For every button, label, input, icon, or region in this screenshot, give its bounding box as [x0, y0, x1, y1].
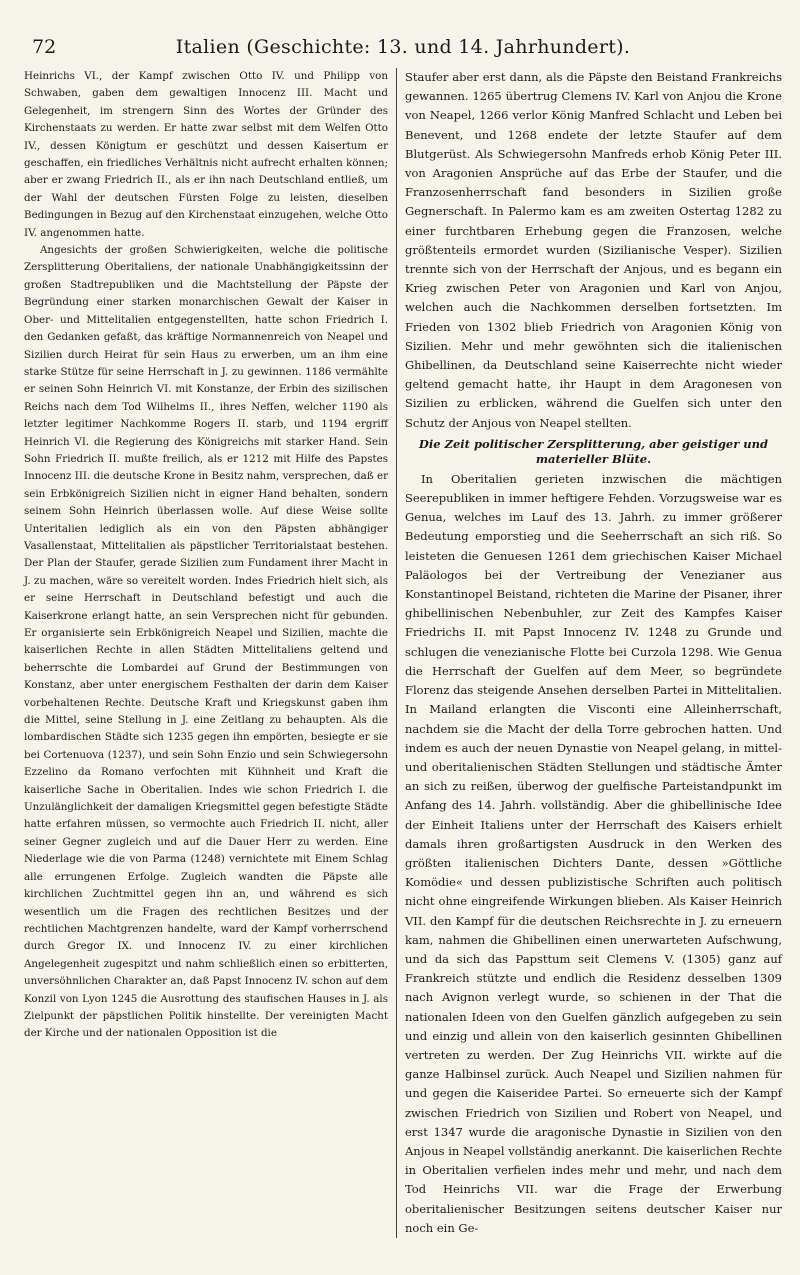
paragraph: In Oberitalien gerieten inzwischen die mächtigen Seerepubliken in immer heftigere Fehden. Vorzugsweise war es Genua, welches im Lauf des 13. Jahrh. zu immer größerer Bedeutung emporstieg und die Seeherrschaft an sich riß. So leisteten die Genuesen 1261 dem griechischen Kaiser Michael Paläologos bei der Vertreibung der Venezianer aus Konstantinopel Beistand, richteten die Marine der Pisaner, ihrer ghibellinischen Nebenbuhler, zur Zeit des Kampfes Kaiser Friedrichs II. mit Papst Innocenz IV. 1248 zu Grunde und schlugen die venezianische Flotte bei Curzola 1298. Wie Genua die Herrschaft der Guelfen auf dem Meer, so begründete Florenz das steigende Ansehen derselben Partei in Mittelitalien. In Mailand erlangten die Visconti eine Alleinherrschaft, nachdem sie die Macht der della Torre gebrochen hatten. Und indem es auch der neuen Dynastie von Neapel gelang, in mittel- und oberitalienischen Städten Stellungen und städtische Ämter an sich zu reißen, überwog der guelfische Parteistandpunkt im Anfang des 14. Jahrh. vollständig. Aber die ghibellinische Idee der Einheit Italiens unter der Herrschaft des Kaisers erhielt damals ihren großartigsten Ausdruck in den Werken des größten italienischen Dichters Dante, dessen »Göttliche Komödie« und dessen publizistische Schriften auch politisch nicht ohne eingreifende Wirkungen blieben. Als Kaiser Heinrich VII. den Kampf für die deutschen Reichsrechte in J. zu erneuern kam, nahmen die Ghibellinen einen unerwarteten Aufschwung, und da sich das Papsttum seit Clemens V. (1305) ganz auf Frankreich stützte und endlich die Residenz desselben 1309 nach Avignon verlegt wurde, so schienen in der That die nationalen Ideen von den Guelfen gänzlich aufgegeben zu sein und einzig und allein von den kaiserlich gesinnten Ghibellinen vertreten zu werden. Der Zug Heinrichs VII. wirkte auf die ganze Halbinsel zurück. Auch Neapel und Sizilien nahmen für und gegen die Kaiseridee Partei. So erneuerte sich der Kampf zwischen Friedrich von Sizilien und Robert von Neapel, und erst 1347 wurde die aragonische Dynastie in Sizilien von den Anjous in Neapel vollständig anerkannt. Die kaiserlichen Rechte in Oberitalien verfielen indes mehr und mehr, und nach dem Tod Heinrichs VII. war die Frage der Erwerbung oberitalienischer Besitzungen seitens deutscher Kaiser nur noch ein Ge-	[405, 471, 782, 1235]
right-column	[397, 68, 782, 1238]
section-heading-line: materieller Blüte.	[535, 451, 652, 466]
left-column	[24, 68, 397, 1238]
page-number: 72	[32, 36, 57, 58]
paragraph: Staufer aber erst dann, als die Päpste den Beistand Frankreichs gewannen. 1265 übertrug Clemens IV. Karl von Anjou die Krone von Neapel, 1266 verlor König Manfred Schlacht und Leben bei Benevent, und 1268 endete der letzte Staufer auf dem Blutgerüst. Als Schwiegersohn Manfreds erhob König Peter III. von Aragonien Ansprüche auf das Erbe der Staufer, und die Franzosenherrschaft fand besonders in Sizilien große Gegnerschaft. In Palermo kam es am zweiten Ostertag 1282 zu einer furchtbaren Erhebung gegen die Franzosen, welche größtenteils ermordet wurden (Sizilianische Vesper). Sizilien trennte sich von der Herrschaft der Anjous, und es begann ein Krieg zwischen Peter von Aragonien und Karl von Anjou, welchen auch die Nachkommen derselben fortsetzten. Im Frieden von 1302 blieb Friedrich von Aragonien König von Sizilien. Mehr und mehr gewöhnten sich die italienischen Ghibellinen, da Deutschland seine Kaiserrechte nicht wieder geltend gemacht hatte, ihr Haupt in dem Aragonesen von Sizilien zu erblicken, während die Guelfen sich unter den Schutz der Anjous von Neapel stellten.	[405, 70, 782, 430]
page-header	[24, 30, 782, 60]
section-heading	[405, 437, 782, 467]
paragraph: Heinrichs VI., der Kampf zwischen Otto IV. und Philipp von Schwaben, gaben dem gewaltigen Innocenz III. Macht und Gelegenheit, im strengern Sinn des Wortes der Gründer des Kirchenstaats zu werden. Er hatte zwar selbst mit dem Welfen Otto IV., dessen Königtum er geschützt und dessen Kaisertum er geschaffen, ein friedliches Verhältnis nicht aufrecht erhalten können; aber er zwang Friedrich II., als er ihn nach Deutschland entließ, um der Wahl der deutschen Fürsten Folge zu leisten, dieselben Bedingungen in Bezug auf den Kirchenstaat einzugehen, welche Otto IV. angenommen hatte.	[24, 70, 388, 239]
paragraph: Angesichts der großen Schwierigkeiten, welche die politische Zersplitterung Oberitaliens, der nationale Unabhängigkeitssinn der großen Stadtrepubliken und die Machtstellung der Päpste der Begründung einer starken monarchischen Gewalt der Kaiser in Ober- und Mittelitalien entgegenstellten, hatte schon Friedrich I. den Gedanken gefaßt, das kräftige Normannenreich von Neapel und Sizilien durch Heirat für sein Haus zu erwerben, um an ihm eine starke Stütze für seine Herrschaft in J. zu gewinnen. 1186 vermählte er seinen Sohn Heinrich VI. mit Konstanze, der Erbin des sizilischen Reichs nach dem Tod Wilhelms II., ihres Neffen, welcher 1190 als letzter legitimer Nachkomme Rogers II. starb, und 1194 ergriff Heinrich VI. die Regierung des Königreichs mit starker Hand. Sein Sohn Friedrich II. mußte freilich, als er 1212 mit Hilfe des Papstes Innocenz III. die deutsche Krone in Besitz nahm, versprechen, daß er sein Erbkönigreich Sizilien nicht in eigner Hand behalten, sondern seinem Sohn Heinrich überlassen wolle. Auf diese Weise sollte Unteritalien lediglich als ein von den Päpsten abhängiger Vasallenstaat, Mittelitalien als päpstlicher Territorialstaat bestehen. Der Plan der Staufer, gerade Sizilien zum Fundament ihrer Macht in J. zu machen, wäre so vereitelt worden. Indes Friedrich hielt sich, als er seine Herrschaft in Deutschland befestigt und auch die Kaiserkrone erlangt hatte, an sein Versprechen nicht für gebunden. Er organisierte sein Erbkönigreich Neapel und Sizilien, machte die kaiserlichen Rechte in allen Städten Mittelitaliens geltend und beherrschte die Lombardei auf Grund der Bestimmungen von Konstanz, aber unter energischem Festhalten der darin dem Kaiser vorbehaltenen Rechte. Deutsche Kraft und Kriegskunst gaben ihm die Mittel, seine Stellung in J. eine Zeitlang zu behaupten. Als die lombardischen Städte sich 1235 gegen ihn empörten, besiegte er sie bei Cortenuova (1237), und sein Sohn Enzio und sein Schwiegersohn Ezzelino da Romano verfochten mit Kühnheit und Kraft die kaiserliche Sache in Oberitalien. Indes wie schon Friedrich I. die Unzulänglichkeit der damaligen Kriegsmittel gegen befestigte Städte hatte erfahren müssen, so vermochte auch Friedrich II. nicht, aller seiner Gegner zugleich und auf die Dauer Herr zu werden. Eine Niederlage wie die von Parma (1248) vernichtete mit Einem Schlag alle errungenen Erfolge. Zugleich wandten die Päpste alle kirchlichen Zuchtmittel gegen ihn an, und während es sich wesentlich um die Fragen des rechtlichen Besitzes und der rechtlichen Machtgrenzen handelte, ward der Kampf vorherrschend durch Gregor IX. und Innocenz IV. zu einer kirchlichen Angelegenheit zugespitzt und nahm schließlich einen so erbitterten, unversöhnlichen Charakter an, daß Papst Innocenz IV. schon auf dem Konzil von Lyon 1245 die Ausrottung des staufischen Hauses in J. als Zielpunkt der päpstlichen Politik hinstellte. Der vereinigten Macht der Kirche und der nationalen Opposition ist die	[24, 244, 388, 1040]
text-columns	[24, 68, 782, 1238]
running-head: Italien (Geschichte: 13. und 14. Jahrhundert).	[175, 36, 631, 58]
section-heading-line: Die Zeit politischer Zersplitterung, aber geistiger und	[418, 436, 769, 451]
